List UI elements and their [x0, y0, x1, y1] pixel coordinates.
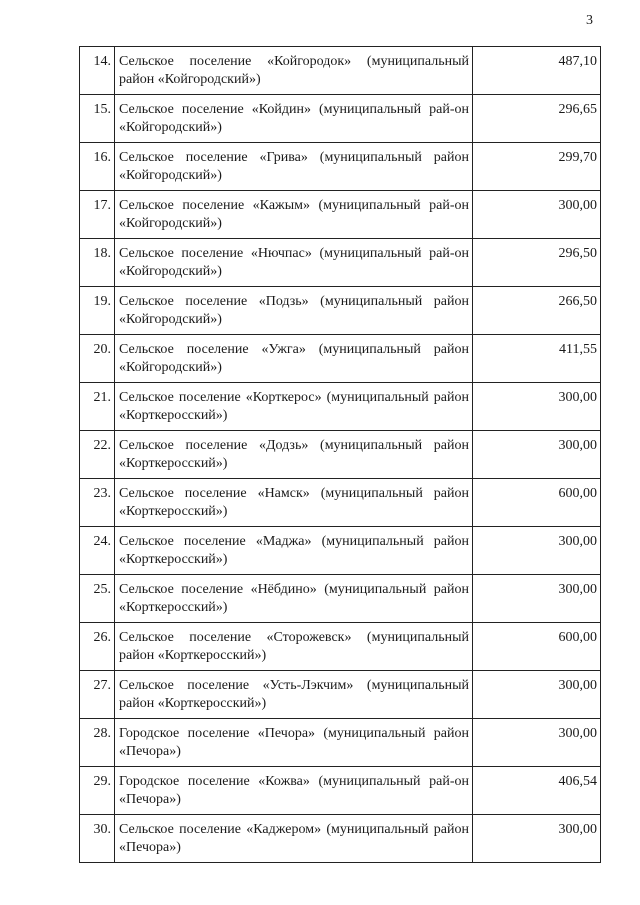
- page-number: 3: [586, 13, 593, 28]
- settlements-table: [79, 46, 601, 863]
- row-number: 24.: [80, 527, 115, 575]
- amount-value: 300,00: [473, 815, 601, 863]
- row-number: 30.: [80, 815, 115, 863]
- amount-value: 296,65: [473, 95, 601, 143]
- table-body: [80, 47, 601, 863]
- table-row: [80, 95, 601, 143]
- row-number: 29.: [80, 767, 115, 815]
- amount-value: 600,00: [473, 479, 601, 527]
- amount-value: 600,00: [473, 623, 601, 671]
- settlement-name: Сельское поселение «Сторожевск» (муниципальный район «Корткеросский»): [115, 623, 473, 671]
- row-number: 15.: [80, 95, 115, 143]
- amount-value: 300,00: [473, 719, 601, 767]
- amount-value: 300,00: [473, 383, 601, 431]
- settlement-name: Городское поселение «Кожва» (муниципальный рай-он «Печора»): [115, 767, 473, 815]
- amount-value: 300,00: [473, 191, 601, 239]
- settlement-name: Городское поселение «Печора» (муниципальный район «Печора»): [115, 719, 473, 767]
- settlement-name: Сельское поселение «Нючпас» (муниципальный рай-он «Койгородский»): [115, 239, 473, 287]
- table-row: [80, 383, 601, 431]
- row-number: 22.: [80, 431, 115, 479]
- settlement-name: Сельское поселение «Корткерос» (муниципальный район «Корткеросский»): [115, 383, 473, 431]
- settlement-name: Сельское поселение «Маджа» (муниципальный район «Корткеросский»): [115, 527, 473, 575]
- row-number: 28.: [80, 719, 115, 767]
- table-row: [80, 47, 601, 95]
- table-row: [80, 479, 601, 527]
- settlement-name: Сельское поселение «Каджером» (муниципальный район «Печора»): [115, 815, 473, 863]
- amount-value: 487,10: [473, 47, 601, 95]
- settlement-name: Сельское поселение «Кажым» (муниципальный рай-он «Койгородский»): [115, 191, 473, 239]
- amount-value: 411,55: [473, 335, 601, 383]
- amount-value: 300,00: [473, 575, 601, 623]
- settlement-name: Сельское поселение «Койгородок» (муниципальный район «Койгородский»): [115, 47, 473, 95]
- table-row: [80, 719, 601, 767]
- settlement-name: Сельское поселение «Усть-Лэкчим» (муниципальный район «Корткеросский»): [115, 671, 473, 719]
- table-row: [80, 767, 601, 815]
- settlement-name: Сельское поселение «Койдин» (муниципальный рай-он «Койгородский»): [115, 95, 473, 143]
- settlement-name: Сельское поселение «Ужга» (муниципальный район «Койгородский»): [115, 335, 473, 383]
- table-row: [80, 623, 601, 671]
- table-row: [80, 191, 601, 239]
- settlement-name: Сельское поселение «Подзь» (муниципальный район «Койгородский»): [115, 287, 473, 335]
- settlement-name: Сельское поселение «Грива» (муниципальный район «Койгородский»): [115, 143, 473, 191]
- row-number: 17.: [80, 191, 115, 239]
- row-number: 19.: [80, 287, 115, 335]
- table-row: [80, 671, 601, 719]
- row-number: 23.: [80, 479, 115, 527]
- table-row: [80, 287, 601, 335]
- amount-value: 300,00: [473, 431, 601, 479]
- table-row: [80, 575, 601, 623]
- row-number: 16.: [80, 143, 115, 191]
- row-number: 14.: [80, 47, 115, 95]
- row-number: 21.: [80, 383, 115, 431]
- row-number: 25.: [80, 575, 115, 623]
- table-row: [80, 239, 601, 287]
- row-number: 26.: [80, 623, 115, 671]
- table-row: [80, 527, 601, 575]
- settlement-name: Сельское поселение «Нёбдино» (муниципальный район «Корткеросский»): [115, 575, 473, 623]
- row-number: 18.: [80, 239, 115, 287]
- amount-value: 406,54: [473, 767, 601, 815]
- amount-value: 300,00: [473, 671, 601, 719]
- table-row: [80, 143, 601, 191]
- table-row: [80, 815, 601, 863]
- row-number: 27.: [80, 671, 115, 719]
- settlement-name: Сельское поселение «Намск» (муниципальный район «Корткеросский»): [115, 479, 473, 527]
- amount-value: 300,00: [473, 527, 601, 575]
- settlement-name: Сельское поселение «Додзь» (муниципальный район «Корткеросский»): [115, 431, 473, 479]
- table-row: [80, 335, 601, 383]
- table-row: [80, 431, 601, 479]
- amount-value: 266,50: [473, 287, 601, 335]
- row-number: 20.: [80, 335, 115, 383]
- amount-value: 299,70: [473, 143, 601, 191]
- amount-value: 296,50: [473, 239, 601, 287]
